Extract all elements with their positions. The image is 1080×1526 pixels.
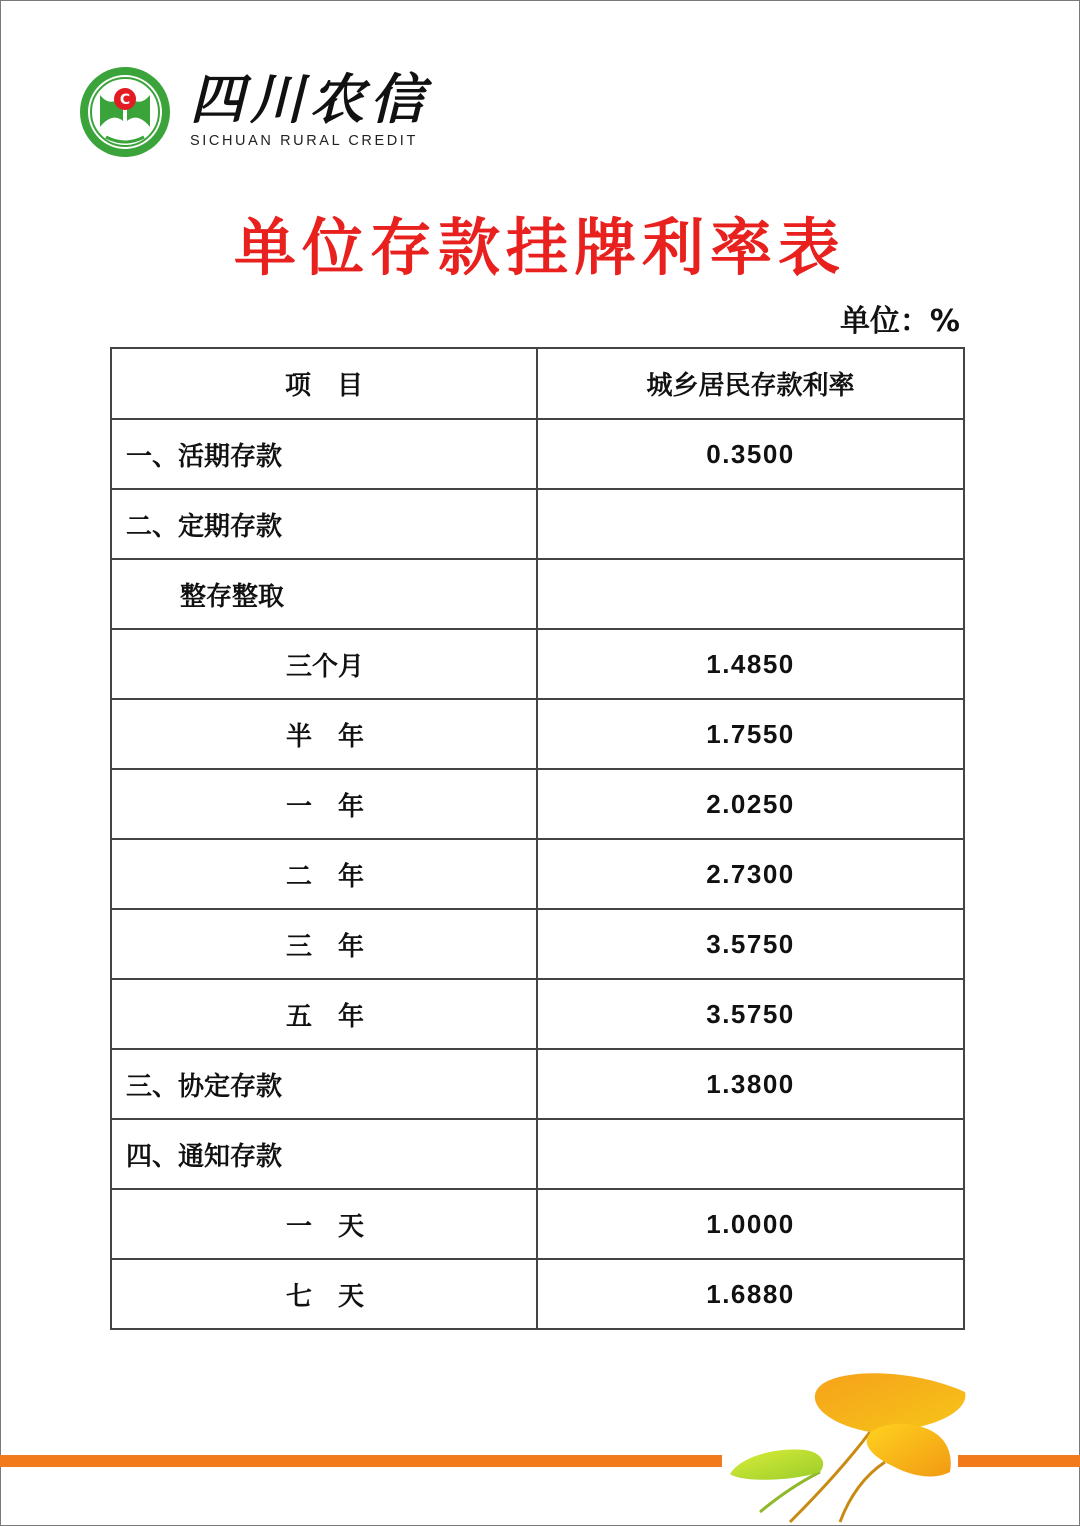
table-row (111, 839, 964, 909)
brand-name-cn: 四川农信 (190, 67, 430, 131)
table-row (111, 559, 964, 629)
item-cell: 一 年 (111, 769, 537, 839)
rate-cell: 1.4850 (537, 629, 964, 699)
header-item: 项 目 (111, 348, 537, 419)
header-rate: 城乡居民存款利率 (537, 348, 964, 419)
brand-name-en: SICHUAN RURAL CREDIT (190, 133, 418, 149)
rate-cell: 1.7550 (537, 699, 964, 769)
rate-cell: 0.3500 (537, 419, 964, 489)
rate-cell (537, 1119, 964, 1189)
rate-cell: 3.5750 (537, 979, 964, 1049)
item-cell: 整存整取 (111, 559, 537, 629)
brand-logo (78, 65, 498, 165)
table-row (111, 1119, 964, 1189)
rate-cell (537, 559, 964, 629)
rate-cell (537, 489, 964, 559)
table-row (111, 489, 964, 559)
sichuan-rural-credit-emblem-icon (78, 65, 172, 159)
table-row (111, 909, 964, 979)
ginkgo-leaves-decoration-icon (720, 1362, 980, 1526)
item-cell: 四、通知存款 (111, 1119, 537, 1189)
rate-cell: 1.6880 (537, 1259, 964, 1329)
table-row (111, 769, 964, 839)
table-row (111, 979, 964, 1049)
item-cell: 一 天 (111, 1189, 537, 1259)
interest-rate-table (110, 347, 965, 1330)
item-cell: 二 年 (111, 839, 537, 909)
rate-cell: 3.5750 (537, 909, 964, 979)
table-row (111, 1049, 964, 1119)
rate-cell: 2.0250 (537, 769, 964, 839)
rate-cell: 1.0000 (537, 1189, 964, 1259)
table-row (111, 1259, 964, 1329)
item-cell: 一、活期存款 (111, 419, 537, 489)
item-cell: 五 年 (111, 979, 537, 1049)
footer-line-left (0, 1455, 722, 1467)
table-header-row (111, 348, 964, 419)
svg-text:C: C (119, 92, 131, 108)
item-cell: 半 年 (111, 699, 537, 769)
table-row (111, 1189, 964, 1259)
rate-cell: 1.3800 (537, 1049, 964, 1119)
item-cell: 二、定期存款 (111, 489, 537, 559)
item-cell: 三、协定存款 (111, 1049, 537, 1119)
unit-label: 单位：% (839, 304, 960, 339)
page-title: 单位存款挂牌利率表 (233, 211, 846, 284)
item-cell: 三 年 (111, 909, 537, 979)
table-row (111, 419, 964, 489)
item-cell: 三个月 (111, 629, 537, 699)
table-row (111, 629, 964, 699)
item-cell: 七 天 (111, 1259, 537, 1329)
table-row (111, 699, 964, 769)
rate-cell: 2.7300 (537, 839, 964, 909)
